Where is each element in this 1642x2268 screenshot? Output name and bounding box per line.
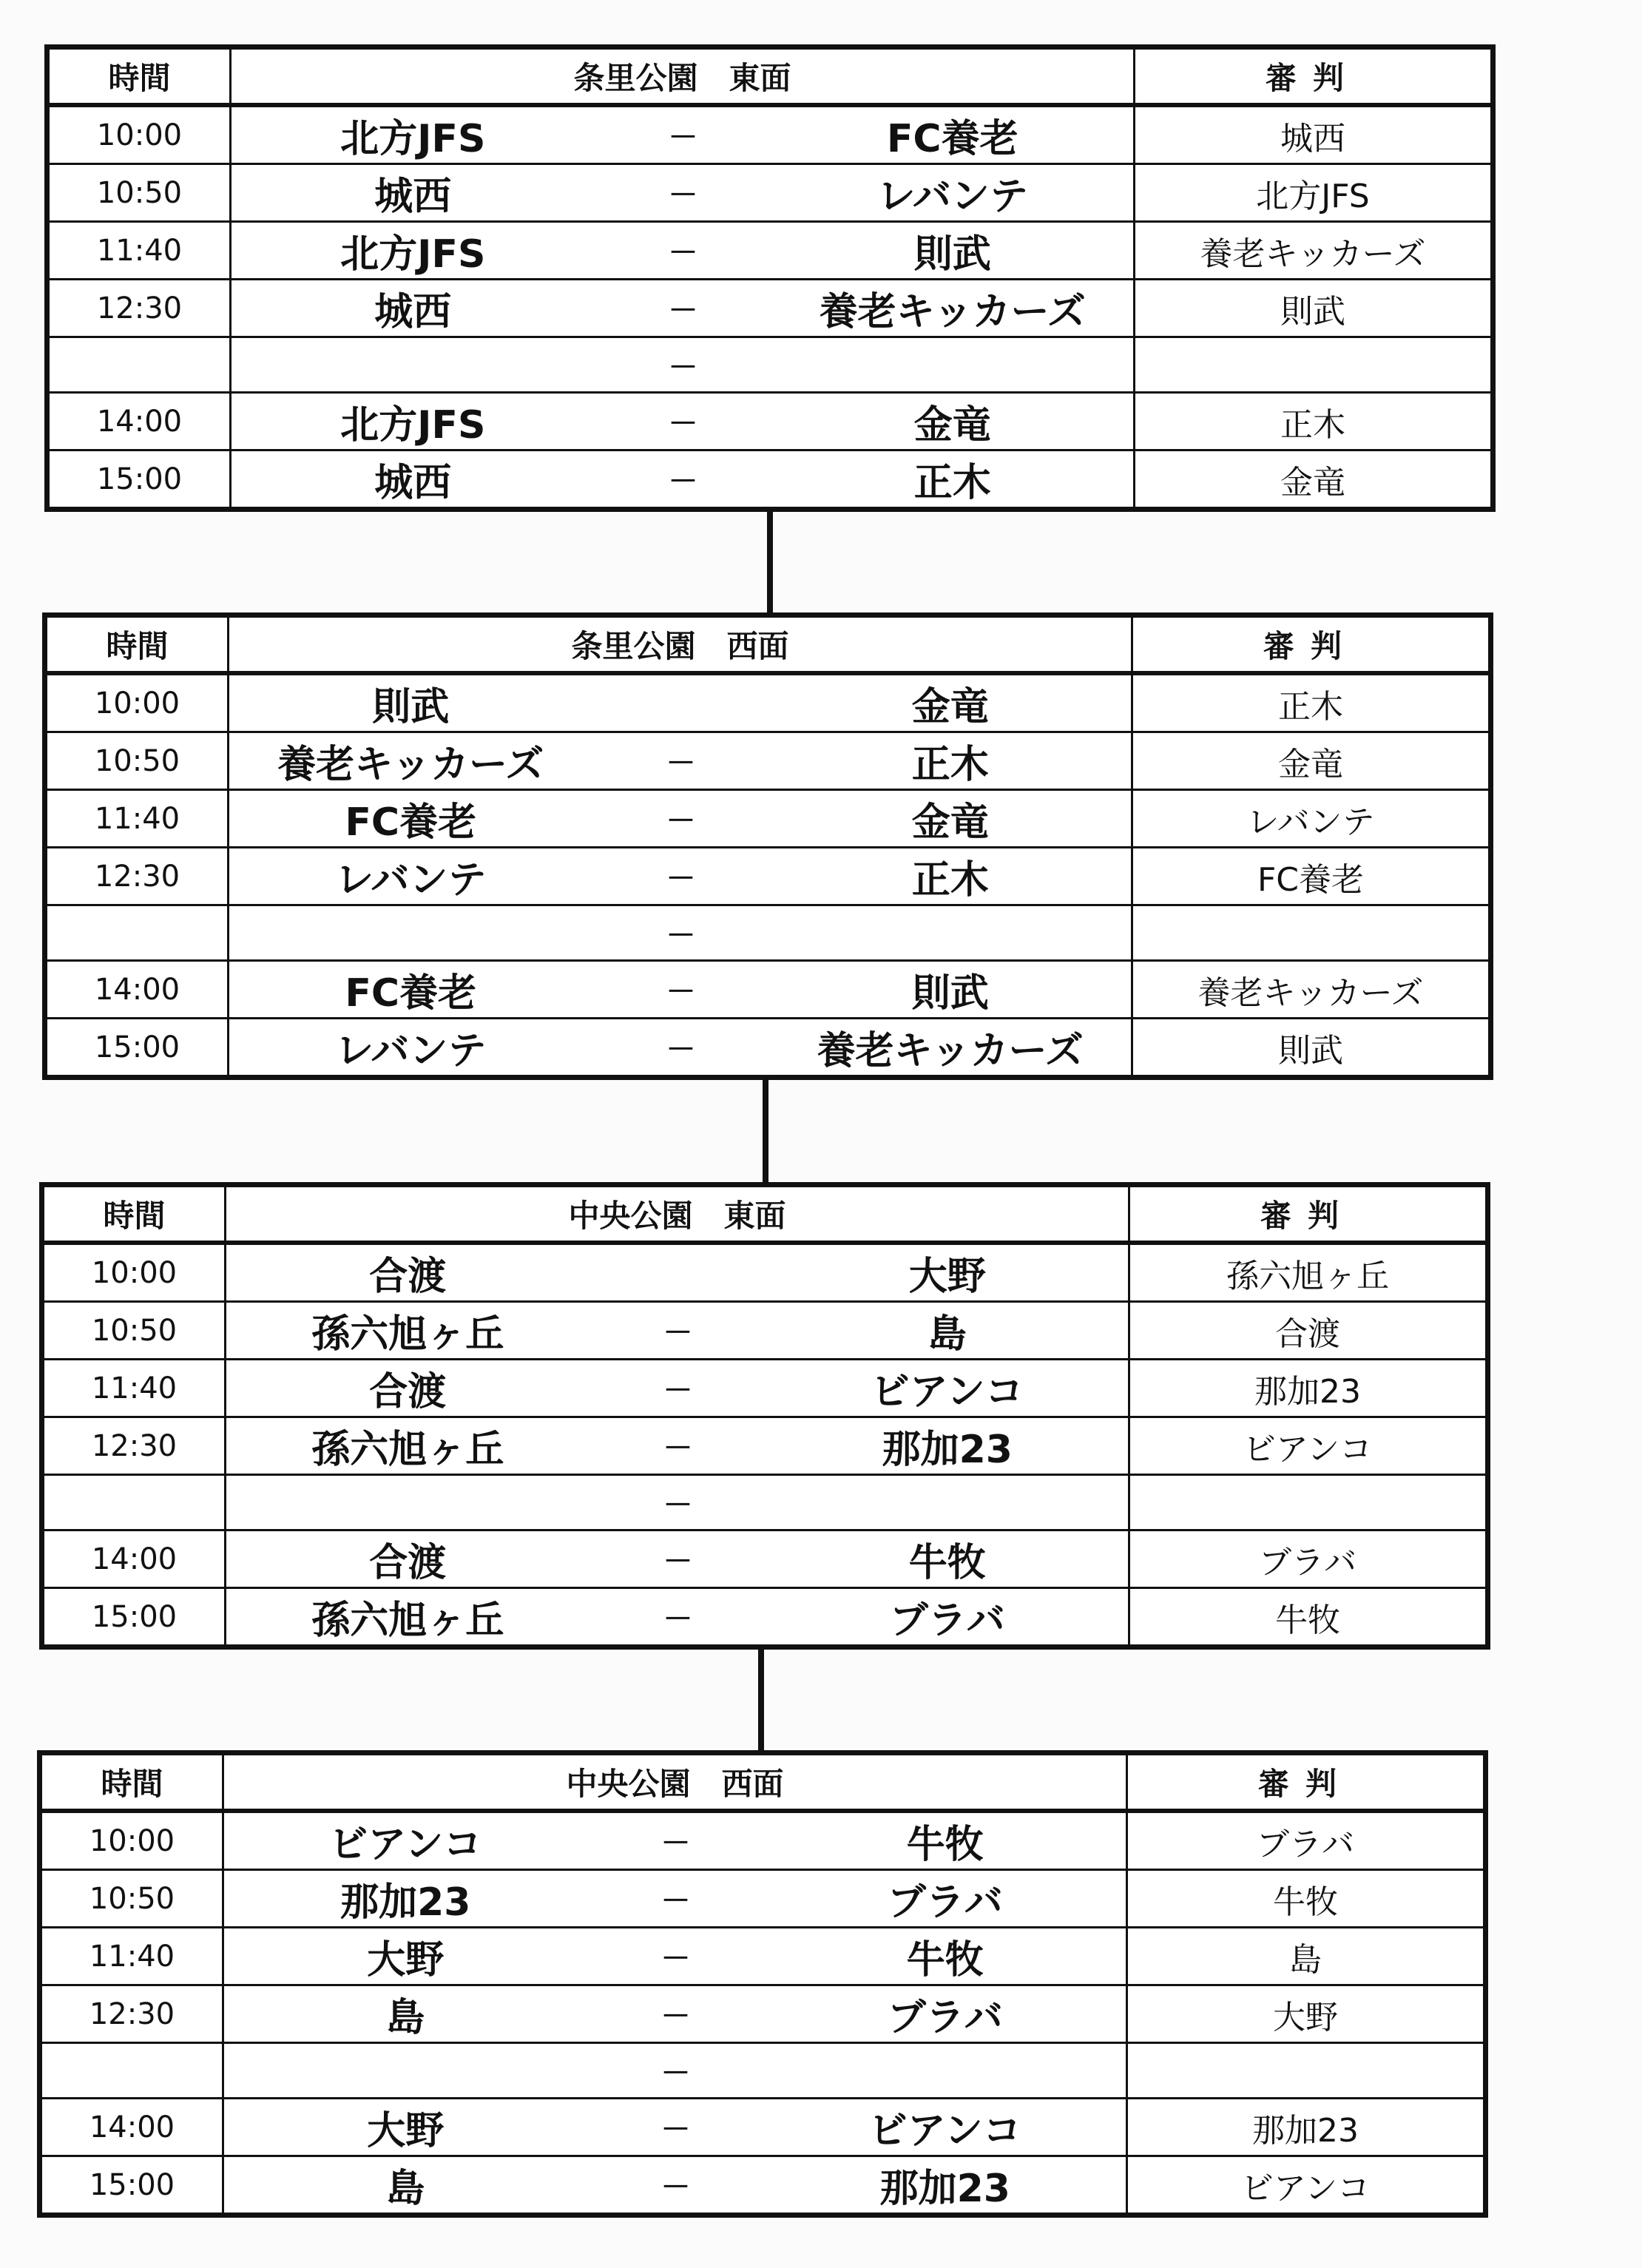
table-header-row [42, 1185, 1488, 1243]
versus-dash: － [589, 1360, 767, 1417]
away-team: 那加23 [767, 1417, 1129, 1475]
time-header: 時間 [40, 1753, 223, 1812]
table-row [42, 1588, 1488, 1647]
match-time: 12:30 [47, 280, 231, 337]
time-header: 時間 [47, 47, 231, 106]
table-row [42, 1475, 1488, 1530]
table-row [42, 1360, 1488, 1417]
referee-team: ビアンコ [1127, 2156, 1486, 2215]
venue-header: 条里公園 西面 [229, 615, 1132, 674]
away-team: 金竜 [772, 393, 1135, 450]
away-team: 牛牧 [765, 1928, 1127, 1985]
referee-team [1132, 905, 1491, 961]
match-time: 14:00 [42, 1530, 226, 1588]
match-time: 12:30 [40, 1985, 223, 2043]
match-time [47, 337, 231, 393]
referee-team: 牛牧 [1129, 1588, 1488, 1647]
table-row [42, 1302, 1488, 1360]
versus-dash [592, 673, 770, 732]
match-time: 10:50 [45, 732, 229, 790]
match-time: 15:00 [45, 1019, 229, 1078]
table-row [47, 105, 1493, 164]
away-team [765, 2043, 1127, 2099]
away-team: 則武 [770, 961, 1132, 1019]
match-time [40, 2043, 223, 2099]
table-row [45, 905, 1491, 961]
match-time: 12:30 [42, 1417, 226, 1475]
table-row [40, 1811, 1486, 1870]
versus-dash: － [592, 732, 770, 790]
away-team: ビアンコ [767, 1360, 1129, 1417]
referee-team: 大野 [1127, 1985, 1486, 2043]
table-row [42, 1243, 1488, 1302]
away-team: 則武 [772, 222, 1135, 280]
referee-team: 金竜 [1132, 732, 1491, 790]
away-team: 金竜 [770, 673, 1132, 732]
versus-dash: － [589, 1588, 767, 1647]
away-team: ビアンコ [765, 2099, 1127, 2156]
match-time: 10:50 [47, 164, 231, 222]
table-row [40, 2156, 1486, 2215]
versus-dash: － [592, 905, 770, 961]
match-time: 11:40 [47, 222, 231, 280]
home-team: ビアンコ [223, 1811, 587, 1870]
referee-team: 島 [1127, 1928, 1486, 1985]
table-row [45, 673, 1491, 732]
away-team: ブラバ [765, 1870, 1127, 1928]
home-team: 合渡 [226, 1360, 589, 1417]
referee-team: 孫六旭ヶ丘 [1129, 1243, 1488, 1302]
referee-team: 正木 [1132, 673, 1491, 732]
away-team: 正木 [770, 732, 1132, 790]
home-team: 大野 [223, 1928, 587, 1985]
versus-dash: － [592, 1019, 770, 1078]
home-team: レバンテ [229, 848, 592, 905]
table-row [42, 1417, 1488, 1475]
match-time [45, 905, 229, 961]
table-row [45, 1019, 1491, 1078]
home-team: 合渡 [226, 1530, 589, 1588]
versus-dash [589, 1243, 767, 1302]
away-team [767, 1475, 1129, 1530]
match-time: 15:00 [42, 1588, 226, 1647]
venue-header: 条里公園 東面 [231, 47, 1135, 106]
match-time: 14:00 [47, 393, 231, 450]
table-row [45, 732, 1491, 790]
schedule-table-4 [37, 1750, 1488, 2218]
match-time: 11:40 [45, 790, 229, 848]
home-team: レバンテ [229, 1019, 592, 1078]
home-team [223, 2043, 587, 2099]
away-team [772, 337, 1135, 393]
table-row [40, 1870, 1486, 1928]
versus-dash: － [587, 2043, 765, 2099]
home-team: 孫六旭ヶ丘 [226, 1417, 589, 1475]
home-team: 孫六旭ヶ丘 [226, 1588, 589, 1647]
referee-team: 金竜 [1135, 450, 1493, 510]
match-time: 10:00 [45, 673, 229, 732]
table-row [45, 790, 1491, 848]
away-team: 大野 [767, 1243, 1129, 1302]
referee-team: 牛牧 [1127, 1870, 1486, 1928]
away-team: 正木 [772, 450, 1135, 510]
versus-dash: － [589, 1530, 767, 1588]
referee-team: 則武 [1132, 1019, 1491, 1078]
home-team [226, 1475, 589, 1530]
schedule-table-1 [44, 44, 1496, 512]
venue-header: 中央公園 西面 [223, 1753, 1127, 1812]
away-team [770, 905, 1132, 961]
home-team: 大野 [223, 2099, 587, 2156]
referee-team [1129, 1475, 1488, 1530]
time-header: 時間 [45, 615, 229, 674]
home-team: 城西 [231, 280, 595, 337]
away-team: ブラバ [765, 1985, 1127, 2043]
away-team: 那加23 [765, 2156, 1127, 2215]
connector-line [767, 509, 773, 614]
home-team: FC養老 [229, 790, 592, 848]
versus-dash: － [587, 1811, 765, 1870]
versus-dash: － [595, 280, 772, 337]
match-time: 10:00 [40, 1811, 223, 1870]
home-team: 合渡 [226, 1243, 589, 1302]
versus-dash: － [587, 1870, 765, 1928]
referee-team: 養老キッカーズ [1135, 222, 1493, 280]
table-row [47, 280, 1493, 337]
table-row [42, 1530, 1488, 1588]
referee-team [1135, 337, 1493, 393]
home-team: 北方JFS [231, 222, 595, 280]
home-team: 島 [223, 2156, 587, 2215]
referee-team: 城西 [1135, 105, 1493, 164]
home-team: 城西 [231, 164, 595, 222]
match-time: 14:00 [45, 961, 229, 1019]
versus-dash: － [595, 105, 772, 164]
versus-dash: － [592, 961, 770, 1019]
match-time: 15:00 [40, 2156, 223, 2215]
referee-team: 則武 [1135, 280, 1493, 337]
home-team: 北方JFS [231, 393, 595, 450]
versus-dash: － [589, 1302, 767, 1360]
referee-team: 那加23 [1127, 2099, 1486, 2156]
away-team: 養老キッカーズ [770, 1019, 1132, 1078]
versus-dash: － [595, 337, 772, 393]
match-time: 11:40 [40, 1928, 223, 1985]
table-row [47, 164, 1493, 222]
match-time: 10:00 [42, 1243, 226, 1302]
referee-team [1127, 2043, 1486, 2099]
home-team: 城西 [231, 450, 595, 510]
table-row [47, 337, 1493, 393]
versus-dash: － [595, 393, 772, 450]
match-time: 15:00 [47, 450, 231, 510]
table-header-row [45, 615, 1491, 674]
venue-header: 中央公園 東面 [226, 1185, 1129, 1243]
table-header-row [40, 1753, 1486, 1812]
connector-line [763, 1077, 768, 1185]
home-team: 島 [223, 1985, 587, 2043]
table-row [47, 450, 1493, 510]
referee-header: 審判 [1135, 47, 1493, 106]
table-header-row [47, 47, 1493, 106]
referee-team: レバンテ [1132, 790, 1491, 848]
referee-team: FC養老 [1132, 848, 1491, 905]
referee-team: 養老キッカーズ [1132, 961, 1491, 1019]
home-team: 養老キッカーズ [229, 732, 592, 790]
referee-team: 那加23 [1129, 1360, 1488, 1417]
versus-dash: － [595, 450, 772, 510]
away-team: FC養老 [772, 105, 1135, 164]
table-row [45, 848, 1491, 905]
table-row [45, 961, 1491, 1019]
referee-header: 審判 [1129, 1185, 1488, 1243]
away-team: ブラバ [767, 1588, 1129, 1647]
referee-header: 審判 [1127, 1753, 1486, 1812]
versus-dash: － [589, 1475, 767, 1530]
referee-team: ブラバ [1127, 1811, 1486, 1870]
versus-dash: － [587, 1928, 765, 1985]
versus-dash: － [595, 164, 772, 222]
home-team: 北方JFS [231, 105, 595, 164]
referee-team: ブラバ [1129, 1530, 1488, 1588]
versus-dash: － [587, 2099, 765, 2156]
match-time: 10:50 [42, 1302, 226, 1360]
versus-dash: － [595, 222, 772, 280]
table-row [40, 2099, 1486, 2156]
away-team: 牛牧 [767, 1530, 1129, 1588]
match-time: 12:30 [45, 848, 229, 905]
referee-team: 合渡 [1129, 1302, 1488, 1360]
home-team: 那加23 [223, 1870, 587, 1928]
match-time: 10:50 [40, 1870, 223, 1928]
versus-dash: － [589, 1417, 767, 1475]
table-row [47, 393, 1493, 450]
away-team: 島 [767, 1302, 1129, 1360]
schedule-table-3 [39, 1182, 1490, 1650]
versus-dash: － [592, 790, 770, 848]
home-team [231, 337, 595, 393]
away-team: 金竜 [770, 790, 1132, 848]
time-header: 時間 [42, 1185, 226, 1243]
away-team: レバンテ [772, 164, 1135, 222]
versus-dash: － [592, 848, 770, 905]
versus-dash: － [587, 1985, 765, 2043]
table-row [40, 1985, 1486, 2043]
referee-header: 審判 [1132, 615, 1491, 674]
home-team: 則武 [229, 673, 592, 732]
referee-team: 正木 [1135, 393, 1493, 450]
match-time: 11:40 [42, 1360, 226, 1417]
home-team [229, 905, 592, 961]
table-row [47, 222, 1493, 280]
referee-team: 北方JFS [1135, 164, 1493, 222]
away-team: 牛牧 [765, 1811, 1127, 1870]
table-row [40, 2043, 1486, 2099]
match-time: 10:00 [47, 105, 231, 164]
home-team: 孫六旭ヶ丘 [226, 1302, 589, 1360]
versus-dash: － [587, 2156, 765, 2215]
connector-line [758, 1647, 764, 1753]
home-team: FC養老 [229, 961, 592, 1019]
away-team: 正木 [770, 848, 1132, 905]
match-time: 14:00 [40, 2099, 223, 2156]
table-row [40, 1928, 1486, 1985]
referee-team: ビアンコ [1129, 1417, 1488, 1475]
away-team: 養老キッカーズ [772, 280, 1135, 337]
schedule-table-2 [42, 612, 1493, 1080]
match-time [42, 1475, 226, 1530]
